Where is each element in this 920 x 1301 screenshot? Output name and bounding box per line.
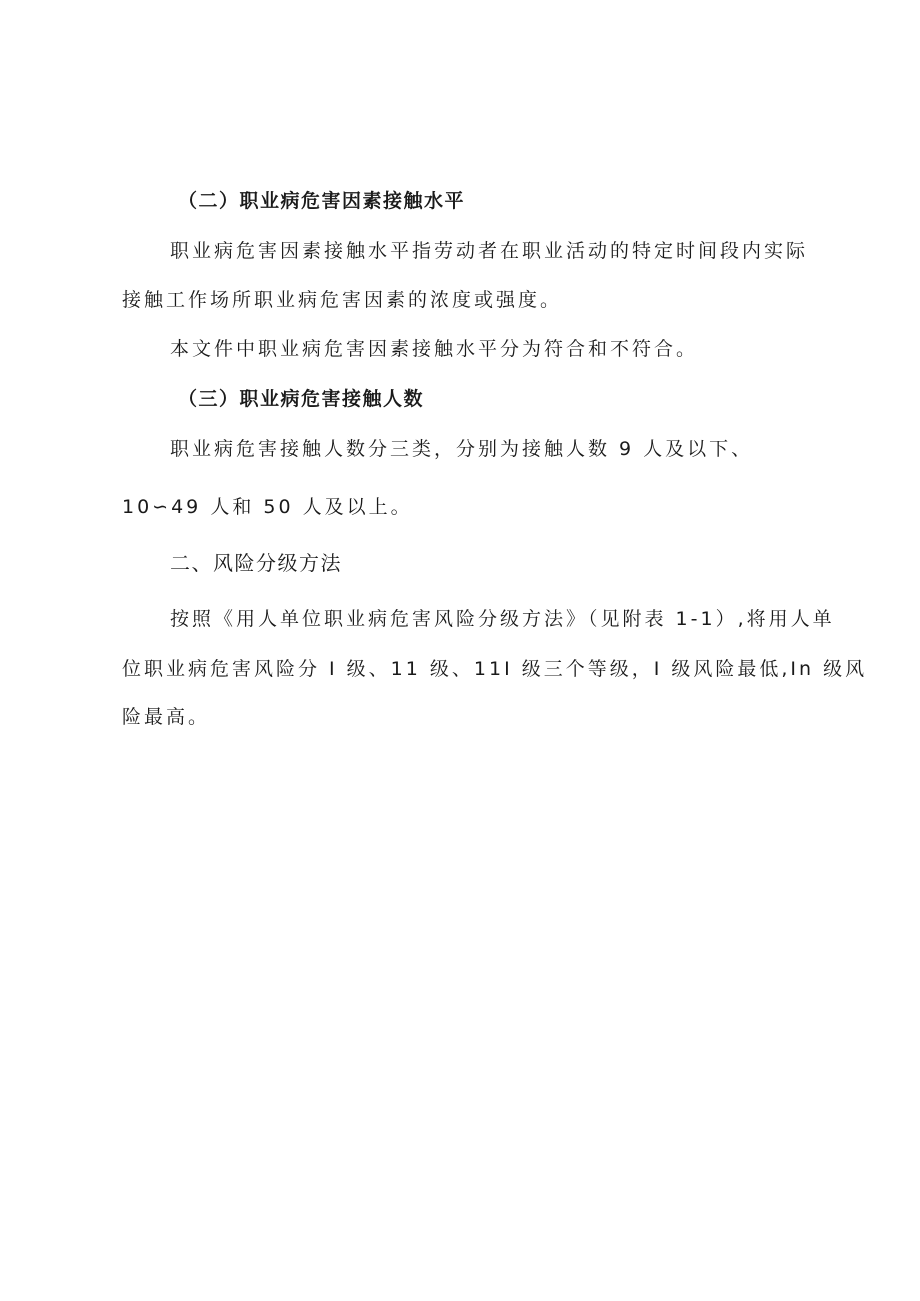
paragraph-risk-method-line-2: 位职业病危害风险分 I 级、11 级、11I 级三个等级，I 级风险最低,In 级风 [122,658,868,680]
paragraph-exposed-workers-line-1: 职业病危害接触人数分三类，分别为接触人数 9 人及以下、 [170,438,754,460]
paragraph-exposed-workers-line-2: 10∽49 人和 50 人及以上。 [122,496,413,518]
paragraph-risk-method-line-3: 险最高。 [122,706,211,728]
section-heading-risk-method: 二、风险分级方法 [170,551,342,575]
paragraph-exposure-definition-line-1: 职业病危害因素接触水平指劳动者在职业活动的特定时间段内实际 [170,240,809,262]
section-heading-exposure-level: （二）职业病危害因素接触水平 [178,190,466,212]
paragraph-exposure-definition-line-2: 接触工作场所职业病危害因素的浓度或强度。 [122,289,563,311]
paragraph-exposure-classification: 本文件中职业病危害因素接触水平分为符合和不符合。 [170,338,699,360]
paragraph-risk-method-line-1: 按照《用人单位职业病危害风险分级方法》（见附表 1-1）,将用人单 [170,608,835,630]
section-heading-exposed-workers: （三）职业病危害接触人数 [178,388,425,410]
